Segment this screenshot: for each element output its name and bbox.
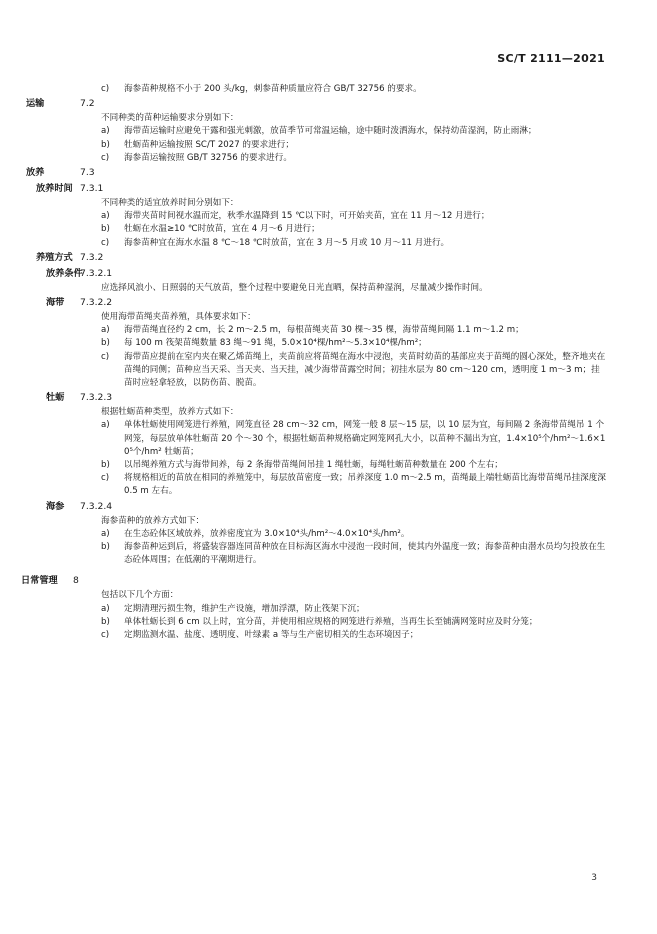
list-item xyxy=(0,351,657,391)
section-heading xyxy=(0,266,657,282)
list-marker: b) xyxy=(101,224,110,235)
list-item xyxy=(0,125,657,138)
list-item-text: 海带苗运输时应避免干露和强光刺激，放苗季节可常温运输，途中随时泼洒海水，保持幼苗湿润，防止雨淋； xyxy=(124,126,537,137)
list-item xyxy=(0,541,657,567)
list-marker: b) xyxy=(101,542,110,553)
section-heading xyxy=(0,165,657,181)
list-item xyxy=(0,528,657,541)
list-marker: c) xyxy=(101,351,110,362)
list-item-text: 以吊绳养殖方式与海带间养，每 2 条海带苗绳间吊挂 1 绳牡蛎，每绳牡蛎苗种数量在 200 个左右； xyxy=(124,460,503,471)
list-marker: a) xyxy=(101,325,110,336)
standard-number: SC/T 2111—2021 xyxy=(497,52,605,65)
list-item xyxy=(0,616,657,629)
list-item xyxy=(0,237,657,250)
section-title: 日常管理 xyxy=(21,575,58,587)
section-title: 牡蛎 xyxy=(46,392,65,404)
list-item xyxy=(0,210,657,223)
list-marker: a) xyxy=(101,528,110,539)
list-item-text: 海带苗应提前在室内夹在聚乙烯苗绳上，夹苗前应将苗绳在海水中浸泡，夹苗时幼苗的基部应夹于苗绳的圆心深处，整齐地夹在苗绳的同侧；苗种应当天采、当天夹、当天挂，减少海带苗露空时间；初挂水层为 80 cm～120 cm，透明度 1 m～3 m；挂苗时应轻拿轻放，以防伤苗、脱苗。 xyxy=(124,351,606,389)
list-item xyxy=(0,83,657,96)
section-number: 7.3.2.2 xyxy=(80,297,113,309)
section-title: 放养 xyxy=(26,167,45,179)
list-item-text: 在生态砼体区域放养，放养密度宜为 3.0×10⁴头/hm²～4.0×10⁴头/hm²。 xyxy=(124,528,410,539)
list-item-text: 单体牡蛎使用网笼进行养殖，网笼直径 28 cm～32 cm，网笼一般 8 层～15 层，以 10 层为宜，每间隔 2 条海带苗绳吊 1 个网笼，每层放单体牡蛎苗 20 个～30 个，根据牡蛎苗种规格确定网笼网孔大小，以苗种不漏出为宜，1.4×10⁵个/hm²～1.6×10⁵个/hm² 牡蛎苗； xyxy=(124,420,606,457)
list-item xyxy=(0,472,657,498)
list-item-text: 海参苗种宜在海水水温 8 ℃～18 ℃时放苗，宜在 3 月～5 月或 10 月～11 月进行。 xyxy=(124,237,450,248)
list-item-text: 单体牡蛎长到 6 cm 以上时，宜分苗，并使用相应规格的网笼进行养殖，当再生长至铺满网笼时应及时分笼； xyxy=(124,616,538,627)
list-item xyxy=(0,603,657,616)
section-heading xyxy=(0,96,657,112)
list-item xyxy=(0,629,657,642)
list-marker: c) xyxy=(101,630,110,641)
list-item xyxy=(0,324,657,337)
section-heading xyxy=(0,295,657,311)
list-marker: c) xyxy=(101,152,110,163)
list-marker: b) xyxy=(101,460,110,471)
page-number: 3 xyxy=(591,873,597,883)
paragraph: 应选择风浪小、日照弱的天气放苗，整个过程中要避免日光直晒，保持苗种湿润，尽量减少操作时间。 xyxy=(101,282,488,293)
list-item-text: 海带夹苗时间视水温而定，秋季水温降到 15 ℃以下时，可开始夹苗，宜在 11 月～12 月进行； xyxy=(124,211,490,222)
paragraph: 包括以下几个方面： xyxy=(101,590,179,601)
list-item-text: 海参苗种规格不小于 200 头/kg，刺参苗种质量应符合 GB/T 32756 的要求。 xyxy=(124,84,422,94)
section-heading xyxy=(0,499,657,515)
paragraph: 海参苗种的放养方式如下： xyxy=(101,515,205,526)
list-item-text: 将规格相近的苗放在相同的养殖笼中，每层放苗密度一致；吊养深度 1.0 m～2.5 m，苗绳最上端牡蛎苗比海带苗绳吊挂深度深 0.5 m 左右。 xyxy=(124,473,606,497)
section-heading xyxy=(0,390,657,406)
list-item-text: 定期清理污损生物，维护生产设施，增加浮漂，防止筏架下沉； xyxy=(124,603,365,614)
list-item-text: 牡蛎苗种运输按照 SC/T 2027 的要求进行； xyxy=(124,139,294,150)
section-number: 7.2 xyxy=(80,98,95,110)
section-title: 放养时间 xyxy=(36,183,73,195)
list-item xyxy=(0,152,657,165)
section-number: 7.3.1 xyxy=(80,183,104,195)
section-number: 7.3.2.3 xyxy=(80,392,113,404)
section-heading xyxy=(0,181,657,197)
section-number: 8 xyxy=(73,575,79,587)
list-marker: a) xyxy=(101,211,110,222)
list-marker: b) xyxy=(101,616,110,627)
section-number: 7.3.2.4 xyxy=(80,500,113,512)
section-title: 养殖方式 xyxy=(36,251,73,263)
list-item-text: 海参苗种运到后，将盛装容器连同苗种放在目标海区海水中浸泡一段时间，使其内外温度一致；海参苗种由潜水员均匀投放在生态砼体周围；在低潮的平潮期进行。 xyxy=(124,542,606,566)
section-title: 海参 xyxy=(46,500,65,512)
list-marker: a) xyxy=(101,420,110,431)
list-marker: c) xyxy=(101,84,110,94)
paragraph: 根据牡蛎苗种类型，放养方式如下： xyxy=(101,407,239,418)
list-item xyxy=(0,223,657,236)
list-marker: c) xyxy=(101,473,110,484)
list-item-text: 海参苗运输按照 GB/T 32756 的要求进行。 xyxy=(124,152,292,163)
list-item xyxy=(0,139,657,152)
list-item xyxy=(0,337,657,350)
list-marker: a) xyxy=(101,126,110,137)
document-body xyxy=(0,83,657,642)
section-title: 放养条件 xyxy=(46,267,83,279)
list-item xyxy=(0,459,657,472)
paragraph: 不同种类的适宜放养时间分别如下： xyxy=(101,198,239,209)
list-item xyxy=(0,419,657,459)
section-heading xyxy=(0,573,657,589)
list-item-text: 海带苗绳直径约 2 cm，长 2 m～2.5 m，每根苗绳夹苗 30 棵～35 棵，海带苗绳间隔 1.1 m～1.2 m； xyxy=(124,325,524,336)
list-marker: b) xyxy=(101,139,110,150)
section-number: 7.3.2.1 xyxy=(80,267,113,279)
list-marker: b) xyxy=(101,338,110,349)
section-heading xyxy=(0,250,657,266)
list-item-text: 牡蛎在水温≥10 ℃时放苗，宜在 4 月～6 月进行； xyxy=(124,224,320,235)
section-title: 海带 xyxy=(46,297,65,309)
list-marker: c) xyxy=(101,237,110,248)
list-item-text: 每 100 m 筏架苗绳数量 83 绳～91 绳，5.0×10⁴棵/hm²～5.3×10⁴棵/hm²； xyxy=(124,338,427,349)
paragraph: 使用海带苗绳夹苗养殖，具体要求如下： xyxy=(101,312,256,323)
paragraph: 不同种类的苗种运输要求分别如下： xyxy=(101,113,239,124)
section-title: 运输 xyxy=(26,98,45,110)
section-number: 7.3.2 xyxy=(80,251,104,263)
list-marker: a) xyxy=(101,603,110,614)
section-number: 7.3 xyxy=(80,167,95,179)
list-item-text: 定期监测水温、盐度、透明度、叶绿素 a 等与生产密切相关的生态环境因子； xyxy=(124,630,419,641)
